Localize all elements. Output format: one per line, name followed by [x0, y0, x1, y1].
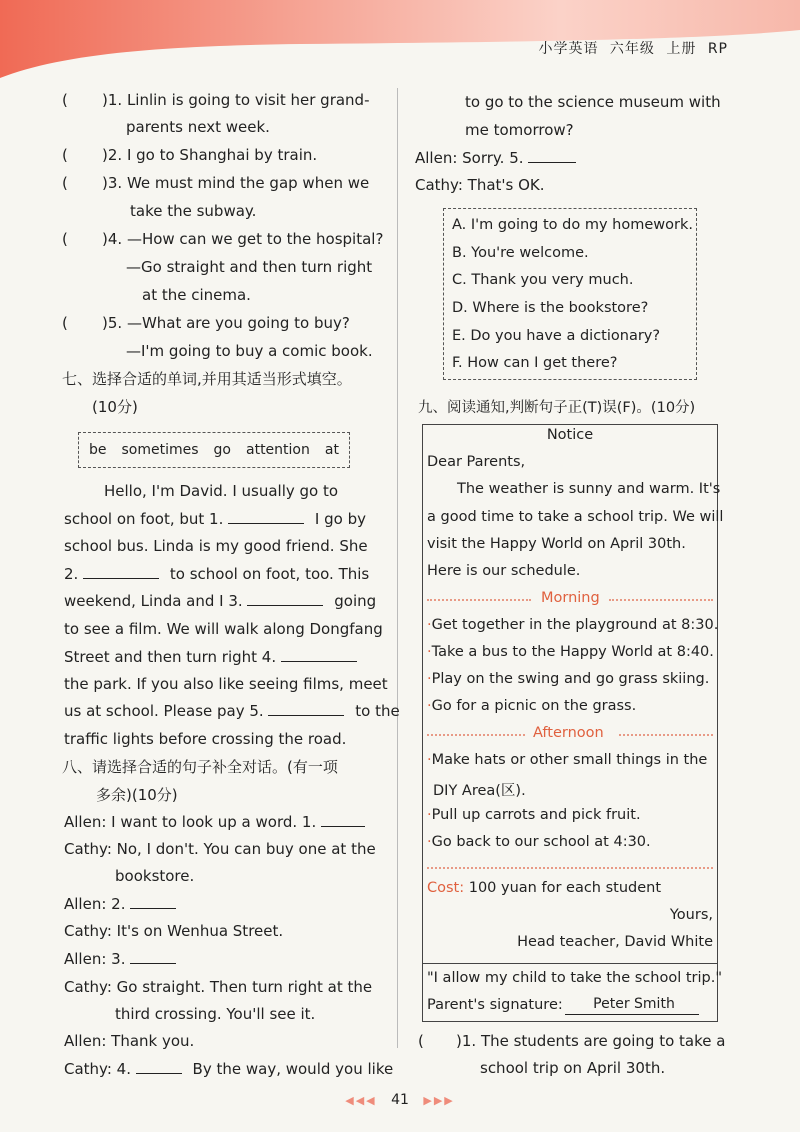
section8-title-2: 多余)(10分) — [96, 786, 178, 804]
q6-3: )3. We must mind the gap when we — [102, 174, 370, 192]
cost-line — [427, 880, 661, 896]
parent-sig-line — [565, 1014, 699, 1015]
q6-5-paren[interactable]: ( — [62, 314, 68, 332]
dialogue-line-14: Cathy: That's OK. — [415, 176, 545, 194]
morning-rule-right — [609, 599, 713, 601]
passage-line-6: to see a film. We will walk along Dongfang — [64, 620, 383, 638]
option-b: B. You're welcome. — [452, 245, 589, 261]
word-bank — [78, 432, 350, 468]
option-c: C. Thank you very much. — [452, 272, 634, 288]
dialogue-line-7: Cathy: Go straight. Then turn right at the — [64, 978, 373, 996]
passage-line-9: us at school. Please pay 5. to the — [64, 702, 400, 720]
word-go: go — [213, 442, 231, 458]
blank-8-3[interactable] — [130, 950, 176, 964]
afternoon-item-1-cont: DIY Area(区). — [433, 783, 526, 799]
dialogue-line-5: Cathy: It's on Wenhua Street. — [64, 922, 284, 940]
notice-body-4: Here is our schedule. — [427, 563, 581, 579]
morning-item-4: ·Go for a picnic on the grass. — [427, 698, 637, 714]
dialogue-line-11: to go to the science museum with — [465, 93, 721, 111]
q6-2-paren[interactable]: ( — [62, 146, 68, 164]
section8-title: 八、请选择合适的句子补全对话。(有一项 — [62, 758, 338, 776]
passage-line-5: weekend, Linda and I 3. going — [64, 592, 377, 610]
passage-line-2: school on foot, but 1. I go by — [64, 510, 366, 528]
morning-item-1: ·Get together in the playground at 8:30. — [427, 617, 719, 633]
passage-line-8: the park. If you also like seeing films, meet — [64, 675, 388, 693]
notice-body-3: visit the Happy World on April 30th. — [427, 536, 686, 552]
option-e: E. Do you have a dictionary? — [452, 328, 661, 344]
parent-sig-value: Peter Smith — [593, 996, 675, 1012]
q6-1: )1. Linlin is going to visit her grand- — [102, 91, 370, 109]
dialogue-line-8: third crossing. You'll see it. — [115, 1005, 316, 1023]
prev-arrows-icon: ◀◀◀ — [345, 1094, 377, 1107]
passage-line-4: 2. to school on foot, too. This — [64, 565, 370, 583]
notice-body-1: The weather is sunny and warm. It's — [457, 481, 721, 497]
word-sometimes: sometimes — [121, 442, 199, 458]
header-title: 小学英语 六年级 上册 RP — [538, 41, 728, 57]
morning-label: Morning — [541, 590, 600, 606]
passage-line-7: Street and then turn right 4. — [64, 647, 357, 667]
option-f: F. How can I get there? — [452, 355, 618, 371]
afternoon-label: Afternoon — [533, 725, 604, 741]
notice-divider — [423, 963, 717, 964]
dialogue-line-10: Cathy: 4. By the way, would you like — [64, 1060, 394, 1078]
section9-title: 九、阅读通知,判断句子正(T)误(F)。(10分) — [418, 400, 696, 416]
dialogue-line-6: Allen: 3. — [64, 949, 176, 969]
q6-4-cont: —Go straight and then turn right — [126, 258, 373, 276]
q6-5: )5. —What are you going to buy? — [102, 314, 350, 332]
word-be: be — [89, 442, 107, 458]
blank-7-1[interactable] — [228, 510, 304, 524]
word-attention: attention — [246, 442, 310, 458]
section7-score: (10分) — [92, 398, 138, 416]
notice-body-2: a good time to take a school trip. We will — [427, 509, 724, 525]
notice-signature: Head teacher, David White — [517, 934, 713, 950]
afternoon-item-2: ·Pull up carrots and pick fruit. — [427, 807, 641, 823]
word-at: at — [324, 442, 339, 458]
q9-1: )1. The students are going to take a — [456, 1032, 726, 1050]
afternoon-item-1: ·Make hats or other small things in the — [427, 752, 708, 768]
option-a: A. I'm going to do my homework. — [452, 217, 693, 233]
cost-value: 100 yuan for each student — [468, 880, 662, 896]
notice-box — [422, 424, 724, 1022]
next-arrows-icon: ▶▶▶ — [423, 1094, 455, 1107]
blank-7-2[interactable] — [83, 565, 159, 579]
q6-3-cont: take the subway. — [130, 202, 257, 220]
q6-4-cont2: at the cinema. — [142, 286, 251, 304]
q6-2: )2. I go to Shanghai by train. — [102, 146, 318, 164]
page-number: 41 — [391, 1092, 409, 1108]
section7-title: 七、选择合适的单词,并用其适当形式填空。 — [62, 370, 352, 388]
dialogue-line-13: Allen: Sorry. 5. — [415, 148, 576, 168]
passage-line-3: school bus. Linda is my good friend. She — [64, 537, 368, 555]
q6-3-paren[interactable]: ( — [62, 174, 68, 192]
dialogue-line-1: Allen: I want to look up a word. 1. — [64, 812, 365, 832]
q9-1-paren[interactable]: ( — [418, 1032, 424, 1050]
dialogue-options — [443, 208, 697, 380]
q6-5-cont: —I'm going to buy a comic book. — [126, 342, 373, 360]
blank-8-2[interactable] — [130, 895, 176, 909]
afternoon-item-3: ·Go back to our school at 4:30. — [427, 834, 651, 850]
dialogue-line-3: bookstore. — [115, 867, 195, 885]
dialogue-line-4: Allen: 2. — [64, 894, 176, 914]
afternoon-rule-right — [619, 734, 713, 736]
afternoon-rule-left — [427, 734, 525, 736]
option-d: D. Where is the bookstore? — [452, 300, 649, 316]
q6-4-paren[interactable]: ( — [62, 230, 68, 248]
notice-heading: Notice — [546, 427, 594, 443]
notice-greeting: Dear Parents, — [427, 454, 526, 470]
morning-item-2: ·Take a bus to the Happy World at 8:40. — [427, 644, 714, 660]
q6-1-cont: parents next week. — [126, 118, 270, 136]
morning-rule-left — [427, 599, 531, 601]
column-divider — [397, 88, 398, 1048]
q6-4: )4. —How can we get to the hospital? — [102, 230, 384, 248]
dialogue-line-2: Cathy: No, I don't. You can buy one at the — [64, 840, 376, 858]
q9-1-cont: school trip on April 30th. — [480, 1059, 666, 1077]
morning-item-3: ·Play on the swing and go grass skiing. — [427, 671, 710, 687]
cost-rule — [427, 867, 713, 869]
page-footer — [0, 1092, 800, 1108]
blank-8-1[interactable] — [321, 813, 365, 827]
blank-7-5[interactable] — [268, 702, 344, 716]
notice-closing: Yours, — [669, 907, 713, 923]
cost-label: Cost: — [427, 880, 465, 896]
blank-7-3[interactable] — [247, 592, 323, 606]
passage-line-10: traffic lights before crossing the road. — [64, 730, 347, 748]
dialogue-line-9: Allen: Thank you. — [64, 1032, 195, 1050]
consent-text: "I allow my child to take the school trip." — [427, 970, 722, 986]
q6-1-paren[interactable]: ( — [62, 91, 68, 109]
parent-sig-label: Parent's signature: — [427, 997, 563, 1013]
blank-8-4[interactable] — [136, 1060, 182, 1074]
dialogue-line-12: me tomorrow? — [465, 121, 574, 139]
blank-7-4[interactable] — [281, 648, 357, 662]
blank-8-5[interactable] — [528, 149, 576, 163]
passage-line-1: Hello, I'm David. I usually go to — [104, 482, 339, 500]
